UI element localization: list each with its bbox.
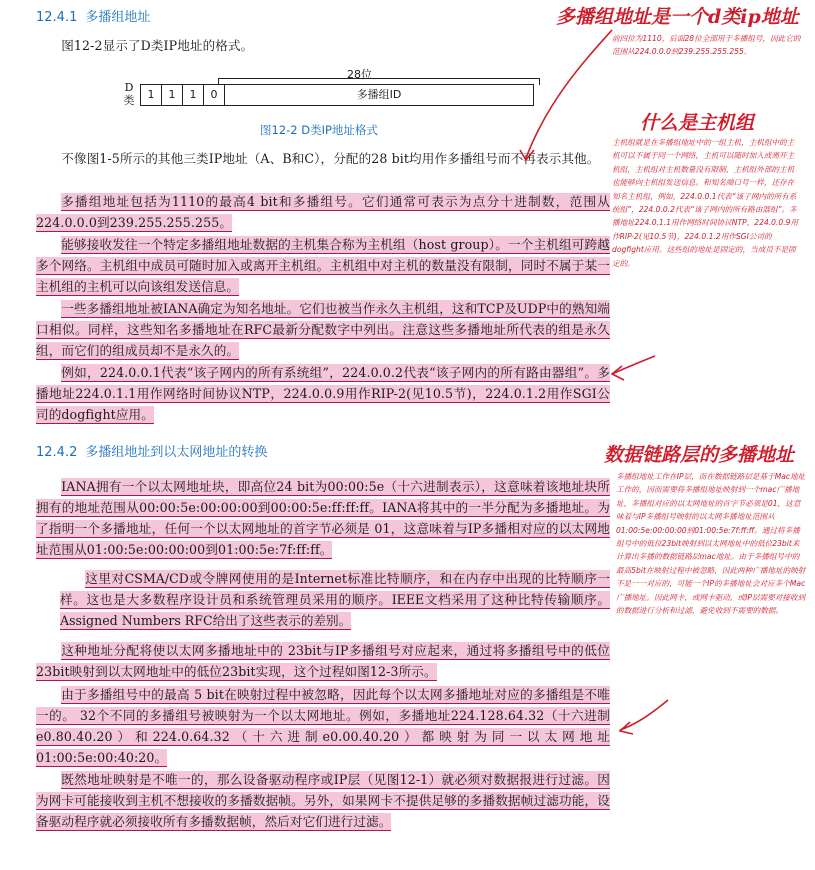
paragraph-figure-reference: 图12-2显示了D类IP地址的格式。 [61, 38, 254, 53]
section-title: 多播组地址 [85, 10, 151, 25]
arrow-head [612, 366, 624, 380]
figure-caption: 图12-2 D类IP地址格式 [260, 123, 378, 137]
bit-cell: 0 [204, 85, 225, 105]
bit-cell: 1 [162, 85, 183, 105]
bit-cell: 1 [141, 85, 162, 105]
annotation-text-datalink: 多播组地址工作在IP层，而在数据链路层是基于Mac地址工作的，因而需要将多播组地址映射到一个mac广播地址，多播组对应的以太网地址的首字节必须是01，这意味着与IP多播组号映射的以太网多播地址范围从01:00:5e:00:00:00到01:00:5e:7f:ff:ff。通过将多播组号中的低位23bit映射到以太网地址中的低位23bit来计算出多播的数据链路层mac地址。由于多播组号中的最高5bit在映射过程中被忽略，因此两种广播地址的映射不是一一对应的，可能一个IP的多播地址会对应多个Mac广播地址。因此网卡，或网卡驱动，或IP层需要对接收到的数据进行分析和过滤，避免收到不需要的数据。 [616, 472, 806, 616]
figure-class-label: D 类 [123, 81, 135, 107]
highlighted-text: 例如，224.0.0.1代表“该子网内的所有系统组”，224.0.0.2代表“该子网内的所有路由器组”。多播地址224.0.1.1用作网络时间协议NTP，224.0.0.9用作RIP-2(见10.5节)，224.0.1.2用作SGI公司的dogfight应用。 [36, 365, 610, 422]
annotation-title-datalink: 数据链路层的多播地址 [604, 444, 795, 466]
section-number: 12.4.2 [36, 445, 78, 460]
highlighted-text: 这种地址分配将使以太网多播地址中的 23bit与IP多播组号对应起来，通过将多播组号中的低位23bit映射到以太网地址中的低位23bit实现，这个过程如图12-3所示。 [36, 643, 610, 679]
highlighted-text: 这里对CSMA/CD或令牌网使用的是Internet标准比特顺序，和在内存中出现的比特顺序一样。这也是大多数程序设计员和系统管理员采用的顺序。IEEE文档采用了这种比特传输顺序。Assigned Numbers RFC给出了这些表示的差别。 [60, 571, 610, 628]
annotation-text-host-group: 主机组就是在多播组地址中的一组主机，主机组中的主机可以不属于同一个网络，主机可以随时加入或离开主机组，主机组对主机数量没有限制，主机组外部的主机也能够向主机组发送信息。和知名端口号一样，还存在知名主机组，例如，224.0.0.1代表“该子网内的所有系统组”，224.0.0.2代表“该子网内的所有路由器组”。多播地址224.0.1.1用作网络时间协议NTP，224.0.0.9用作RIP-2(见10.5节)，224.0.1.2用作SGI公司的dogfight应用。这些组的地址是固定的，当成员不是固定的。 [612, 138, 799, 268]
highlighted-text: 既然地址映射是不唯一的，那么设备驱动程序或IP层（见图12-1）就必须对数据报进行过滤。因为网卡可能接收到主机不想接收的多播数据帧。另外，如果网卡不提供足够的多播数据帧过滤功能，设备驱动程序就必须接收所有多播数据帧，然后对它们进行过滤。 [36, 772, 610, 829]
highlighted-text: IANA拥有一个以太网地址块，即高位24 bit为00:00:5e（十六进制表示），这意味着该地址块所拥有的地址范围从00:00:5e:00:00:00到00:00:5e:ff:ff:ff。IANA将其中的一半分配为多播地址。为了指明一个多播地址，任何一个以太网地址的首字节必须是 01，这意味着与IP多播相对应的以太网地址范围从01:00:5e:00:00:00到01:00:5e:7f:ff:ff。 [36, 479, 610, 557]
arrow-line [526, 30, 612, 158]
section-number: 12.4.1 [36, 10, 78, 25]
annotation-title-class-d: 多播组地址是一个d类ip地址 [556, 6, 799, 28]
paragraph-class-d: 不像图1-5所示的其他三类IP地址（A、B和C），分配的28 bit均用作多播组号而不再表示其他。 [61, 151, 600, 166]
highlighted-text: 多播组地址包括为1110的最高4 bit和多播组号。它们通常可表示为点分十进制数，范围从224.0.0.0到239.255.255.255。 [36, 194, 610, 230]
highlighted-text: 能够接收发往一个特定多播组地址数据的主机集合称为主机组（host group）。一个主机组可跨越多个网络。主机组中成员可随时加入或离开主机组。主机组中对主机的数量没有限制，同时不属于某一主机组的主机可以向该组发送信息。 [36, 237, 610, 294]
annotation-text-class-d: 前四位为1110，后面28位全部用于多播组号，因此它的范围从224.0.0.0到239.255.255.255。 [612, 34, 801, 57]
highlighted-text: 一些多播组地址被IANA确定为知名地址。它们也被当作永久主机组，这和TCP及UDP中的熟知端口相似。同样，这些知名多播地址在RFC最新分配数字中列出。注意这些多播地址所代表的组是永久组，而它们的组成员却不是永久的。 [36, 301, 610, 358]
highlighted-text: 由于多播组号中的最高 5 bit在映射过程中被忽略，因此每个以太网多播地址对应的多播组是不唯一的。 32个不同的多播组号被映射为一个以太网地址。例如，多播地址224.128.64.32（十六进制e0.80.40.20）和224.0.64.32（十六进制e0.00.40.20）都映射为同一以太网地址01:00:5e:00:40:20。 [36, 687, 610, 765]
section-title: 多播组地址到以太网地址的转换 [85, 445, 268, 460]
arrow-line [612, 356, 655, 374]
multicast-group-id-cell: 多播组ID [356, 88, 402, 101]
annotation-title-host-group: 什么是主机组 [640, 112, 755, 134]
figure-bit-count-label: 28位 [347, 68, 372, 81]
bit-cell: 1 [183, 85, 204, 105]
